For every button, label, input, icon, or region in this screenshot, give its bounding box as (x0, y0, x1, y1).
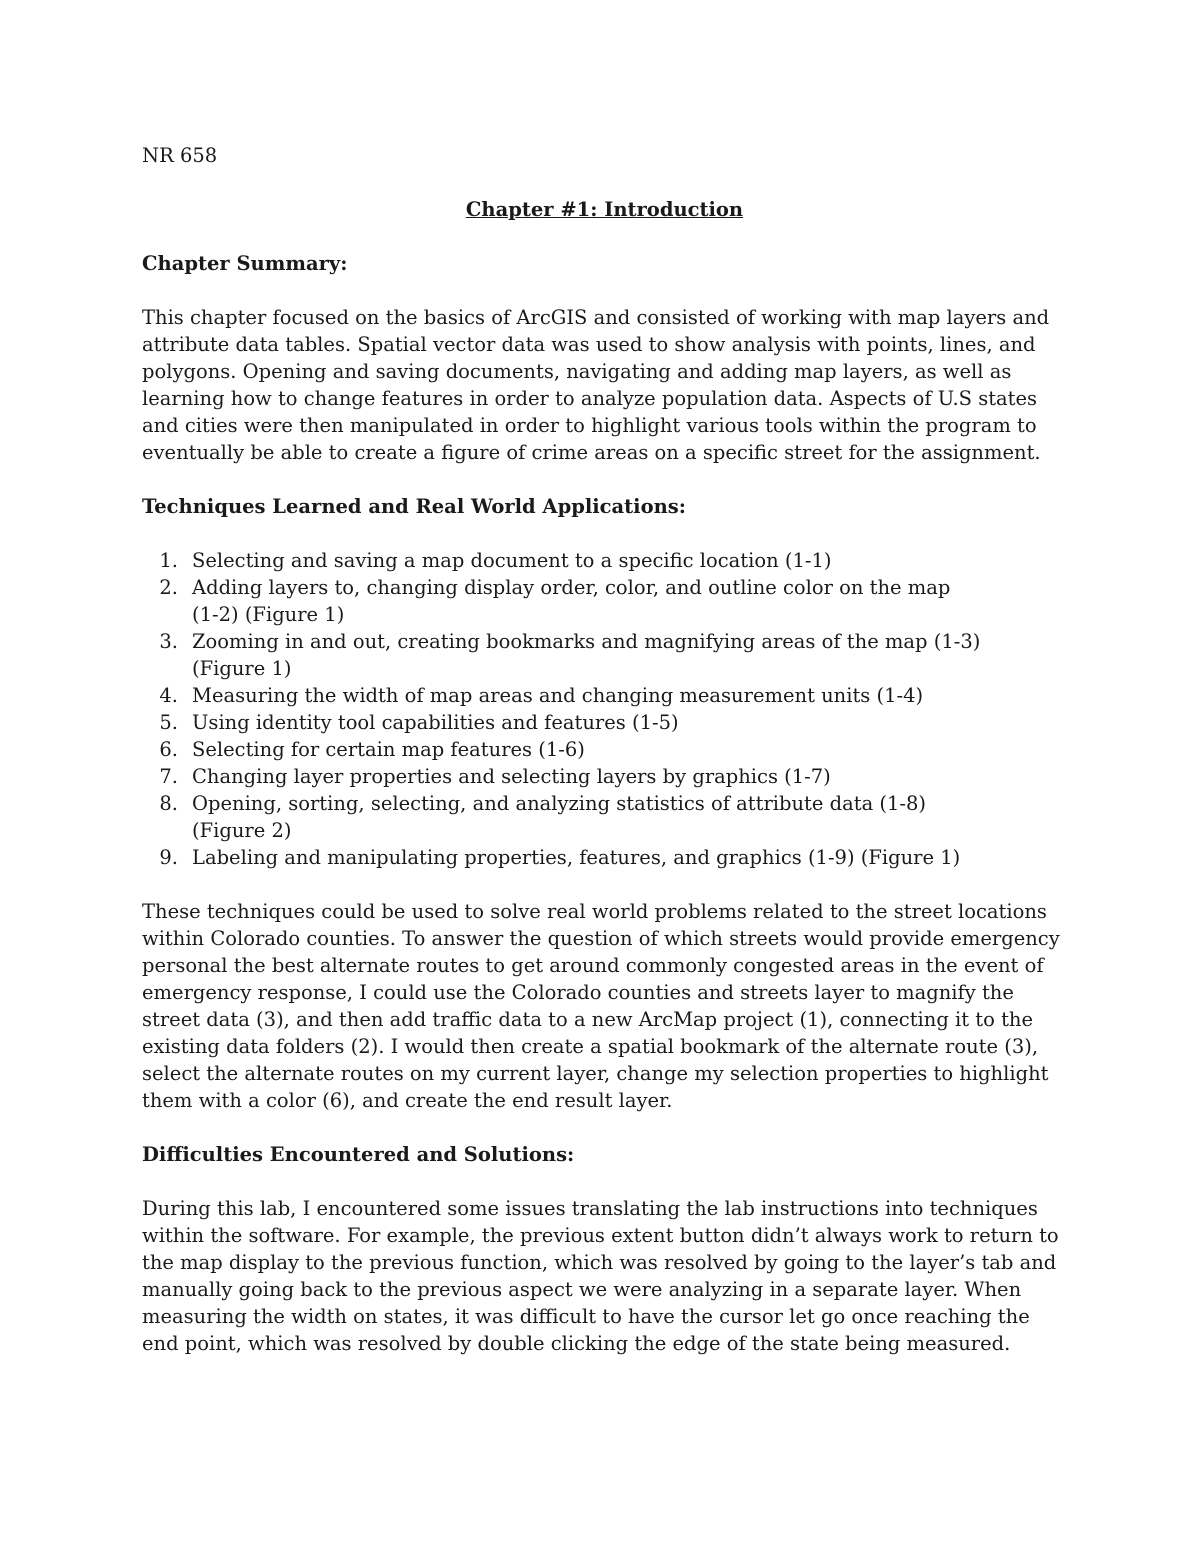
list-item-number: 7. (159, 765, 178, 788)
list-item-number: 9. (159, 846, 178, 869)
list-item-text: Using identity tool capabilities and features (1-5) (192, 711, 679, 734)
list-item (142, 790, 1067, 844)
list-item (142, 709, 1067, 736)
techniques-heading: Techniques Learned and Real World Applications: (142, 495, 686, 518)
chapter-title: Chapter #1: Introduction (465, 198, 744, 221)
summary-heading: Chapter Summary: (142, 252, 348, 275)
applications-paragraph: These techniques could be used to solve real world problems related to the street locations within Colorado counties. To answer the question of which streets would provide emergency personal the best alternate routes to get around commonly congested areas in the event of emergency response, I could use the Colorado counties and streets layer to magnify the street data (3), and then add traffic data to a new ArcMap project (1), connecting it to the existing data folders (2). I would then create a spatial bookmark of the alternate route (3), select the alternate routes on my current layer, change my selection properties to highlight them with a color (6), and create the end result layer. (142, 900, 1060, 1112)
list-item (142, 736, 1067, 763)
list-item-text: Selecting for certain map features (1-6) (192, 738, 585, 761)
summary-paragraph: This chapter focused on the basics of ArcGIS and consisted of working with map layers and attribute data tables. Spatial vector data was used to show analysis with points, lines, and polygons. Opening and saving documents, navigating and adding map layers, as well as learning how to change features in order to analyze population data. Aspects of U.S states and cities were then manipulated in order to highlight various tools within the program to eventually be able to create a figure of crime areas on a specific street for the assignment. (142, 306, 1050, 464)
course-label: NR 658 (142, 144, 218, 167)
list-item-number: 1. (159, 549, 178, 572)
list-item (142, 763, 1067, 790)
list-item-text: Opening, sorting, selecting, and analyzing statistics of attribute data (1-8) (Figure 2) (192, 792, 927, 842)
list-item-text: Labeling and manipulating properties, features, and graphics (1-9) (Figure 1) (192, 846, 961, 869)
list-item-text: Measuring the width of map areas and changing measurement units (1-4) (192, 684, 924, 707)
document-page (142, 142, 1067, 1357)
list-item (142, 547, 1067, 574)
difficulties-heading: Difficulties Encountered and Solutions: (142, 1143, 575, 1166)
list-item-number: 2. (159, 576, 178, 599)
list-item-text: Changing layer properties and selecting layers by graphics (1-7) (192, 765, 831, 788)
list-item-text: Adding layers to, changing display order, color, and outline color on the map (1-2) (Figure 1) (192, 576, 951, 626)
list-item (142, 682, 1067, 709)
list-item-number: 3. (159, 630, 178, 653)
list-item-text: Zooming in and out, creating bookmarks and magnifying areas of the map (1-3) (Figure 1) (192, 630, 981, 680)
list-item-text: Selecting and saving a map document to a specific location (1-1) (192, 549, 832, 572)
techniques-list (142, 547, 1067, 871)
list-item (142, 844, 1067, 871)
list-item-number: 4. (159, 684, 178, 707)
difficulties-paragraph: During this lab, I encountered some issues translating the lab instructions into techniques within the software. For example, the previous extent button didn’t always work to return to the map display to the previous function, which was resolved by going to the layer’s tab and manually going back to the previous aspect we were analyzing in a separate layer. When measuring the width on states, it was difficult to have the cursor let go once reaching the end point, which was resolved by double clicking the edge of the state being measured. (142, 1197, 1059, 1355)
list-item (142, 628, 1067, 682)
list-item-number: 8. (159, 792, 178, 815)
list-item (142, 574, 1067, 628)
list-item-number: 6. (159, 738, 178, 761)
list-item-number: 5. (159, 711, 178, 734)
